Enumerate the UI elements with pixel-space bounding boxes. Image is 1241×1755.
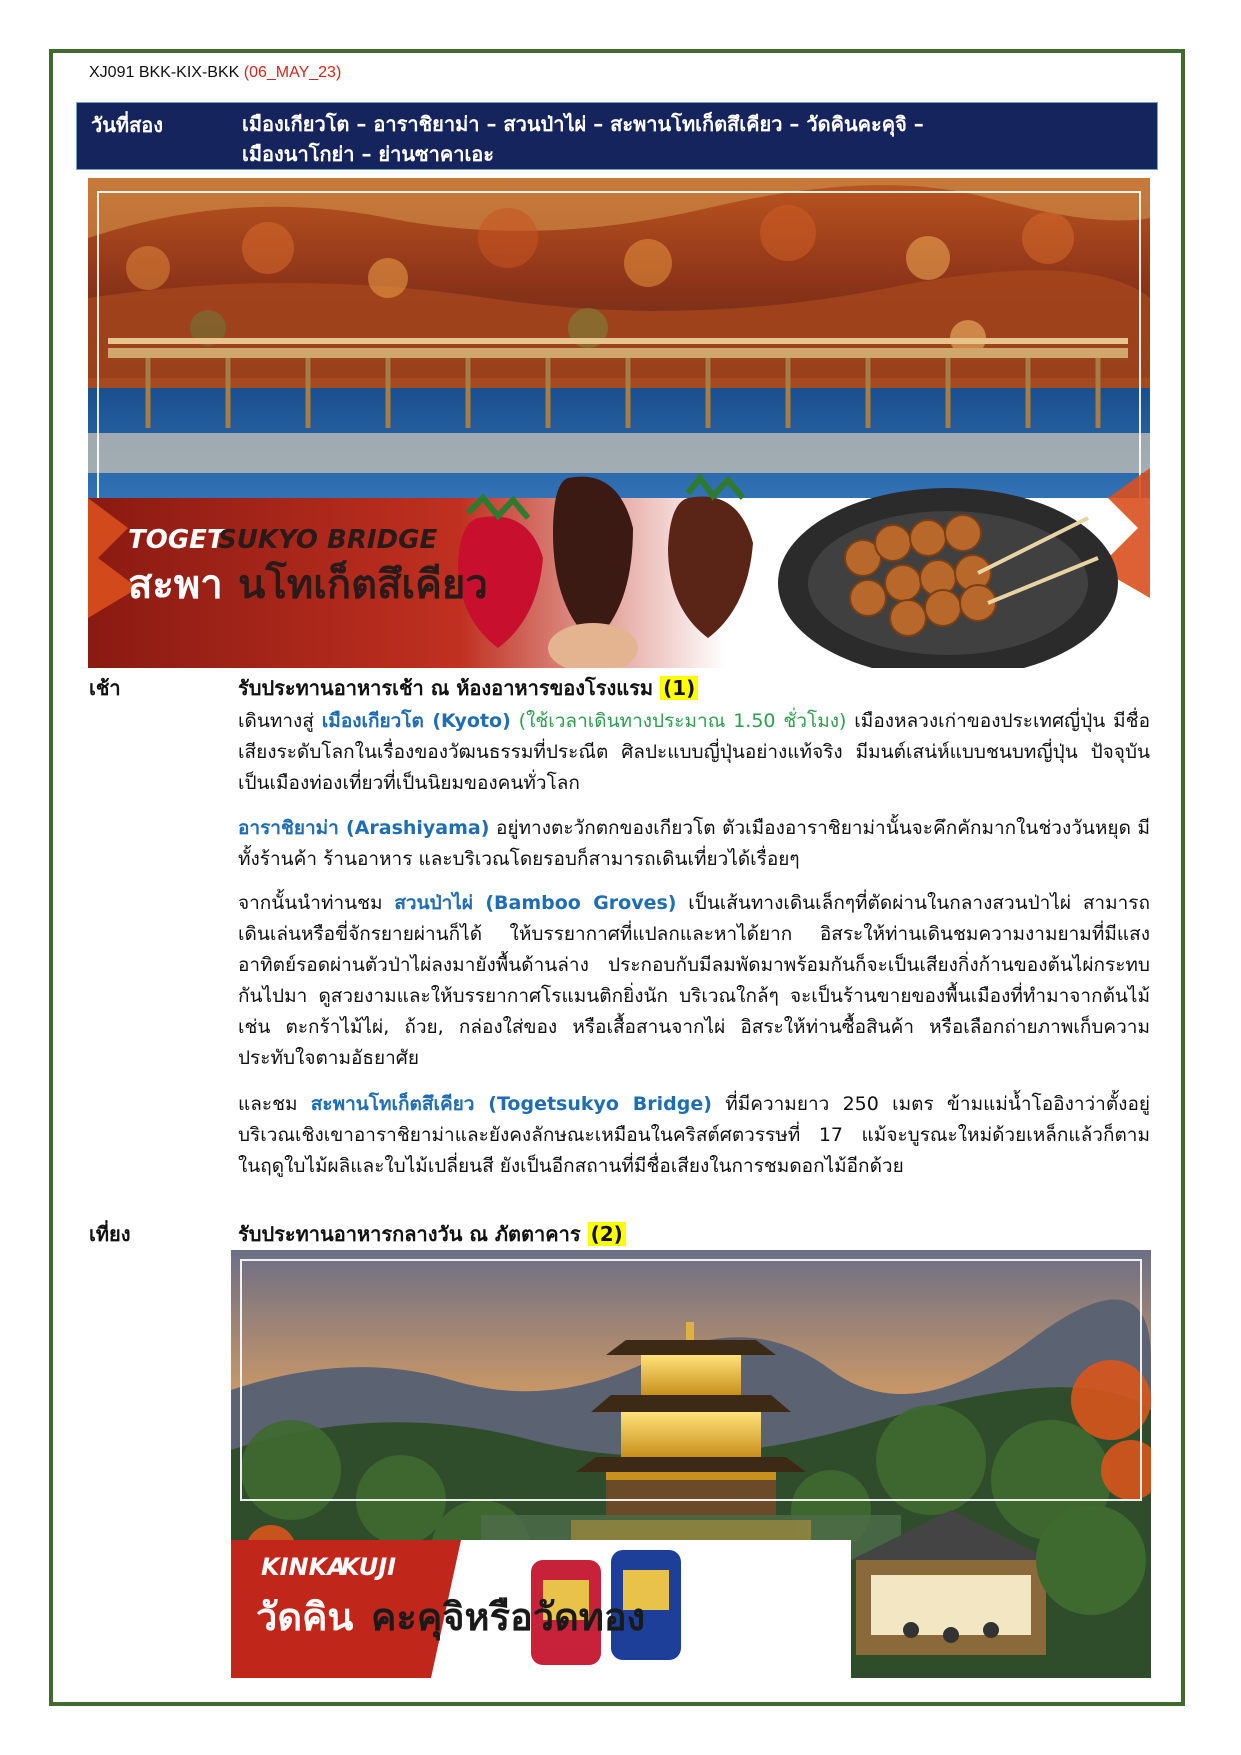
breakfast-text: รับประทานอาหารเช้า ณ ห้องอาหารของโรงแรม [238, 676, 661, 700]
banner2-thai-right: คะคุจิหรือวัดทอง [371, 1595, 646, 1639]
para4-rest: ที่มีความยาว 250 เมตร ข้ามแม่น้ำโออิงาว่าตั้งอยู่บริเวณเชิงเขาอาราชิยาม่าและยังคงลักษณะเหมือนในคริสต์ศตวรรษที่ 17 แม้จะบูรณะใหม่ด้วยเหล็กแล้วก็ตาม ในฤดูใบไม้ผลิและใบไม้เปลี่ยนสี ยังเป็นอีกสถานที่มีชื่อเสียงในการชมดอกไม้อีกด้วย [238, 1093, 1151, 1177]
banner-english-right: SUKYO BRIDGE [218, 525, 438, 555]
paragraph-bamboo [238, 888, 1150, 1074]
travel-time: (ใช้เวลาเดินทางประมาณ 1.50 ชั่วโมง) [510, 710, 847, 732]
banner2-thai-left: วัดคิน [256, 1595, 354, 1639]
para4-pre: และชม [238, 1093, 311, 1115]
banner2-english-left: KINKA [261, 1553, 346, 1581]
banner-thai-left: สะพา [128, 562, 223, 608]
day-title-bar [76, 102, 1158, 170]
day-route-line-1: เมืองเกียวโต – อาราชิยาม่า – สวนป่าไผ่ – สะพานโทเก็ตสึเคียว – วัดคินคะคุจิ – [242, 112, 924, 136]
banner-english-left: TOGET [128, 525, 225, 555]
togetsukyo-bridge-photo [88, 178, 1150, 668]
place-arashiyama: อาราชิยาม่า (Arashiyama) [238, 817, 490, 839]
paragraph-kyoto [238, 706, 1150, 799]
para1-rest: เมืองหลวงเก่าของประเทศญี่ปุ่น มีชื่อเสียงระดับโลกในเรื่องของวัฒนธรรมที่ประณีต ศิลปะแบบญี่ปุ่นอย่างแท้จริง มีมนต์เสน่ห์แบบชนบทญี่ปุ่น ปัจจุบันเป็นเมืองท่องเที่ยวที่เป็นนิยมของคนทั่วโลก [238, 710, 1150, 794]
flight-code: XJ091 BKK-KIX-BKK [89, 64, 244, 81]
place-bamboo-groves: สวนป่าไผ่ (Bamboo Groves) [394, 892, 677, 914]
para2-rest: อยู่ทางตะวักตกของเกียวโต ตัวเมืองอาราชิยาม่านั้นจะคึกคักมากในช่วงวันหยุด มีทั้งร้านค้า ร้านอาหาร และบริเวณโดยรอบก็สามารถเดินเที่ยวได้เรื่อยๆ [238, 817, 1150, 870]
breakfast-number: (1) [660, 676, 698, 700]
lunch-label: เที่ยง [89, 1222, 131, 1246]
place-kyoto: เมืองเกียวโต (Kyoto) [321, 710, 511, 732]
day-route [242, 109, 1122, 169]
lunch-text: รับประทานอาหารกลางวัน ณ ภัตตาคาร [238, 1222, 588, 1246]
day-route-line-2: เมืองนาโกย่า – ย่านซาคาเอะ [242, 142, 495, 166]
kinkakuji-photo [231, 1250, 1151, 1678]
flight-code-header [89, 64, 341, 82]
day-label: วันที่สอง [91, 113, 164, 137]
para3-pre: จากนั้นนำท่านชม [238, 892, 395, 914]
lunch-line [238, 1218, 626, 1250]
para1-pre: เดินทางสู่ [238, 710, 322, 732]
flight-date: (06_MAY_23) [243, 64, 342, 81]
breakfast-line [238, 672, 698, 704]
para3-rest: เป็นเส้นทางเดินเล็กๆที่ตัดผ่านในกลางสวนป่าไผ่ สามารถเดินเล่นหรือขี่จักรยายผ่านก็ได้ ให้บรรยากาศที่แปลกและหาได้ยาก อิสระให้ท่านเดินชมความงามยามที่มีแสงอาทิตย์รอดผ่านตัวป่าไผ่ลงมายังพื้นด้านล่าง ประกอบกับมีลมพัดมาพร้อมกันก็จะเป็นเสียงกิ่งก้านของต้นไผ่กระทบกันไปมา ดูสวยงามและให้บรรยากาศโรแมนติกยิ่งนัก บริเวณใกล้ๆ จะเป็นร้านขายของพื้นเมืองที่ทำมาจากต้นไม้ เช่น ตะกร้าไม้ไผ่, ถ้วย, กล่องใส่ของ หรือเสื้อสานจากไผ่ อิสระให้ท่านซื้อสินค้า หรือเลือกถ่ายภาพเก็บความประทับใจตามอัธยาศัย [238, 892, 1150, 1069]
paragraph-arashiyama [238, 813, 1150, 875]
lunch-number: (2) [588, 1222, 626, 1246]
breakfast-label: เช้า [89, 676, 121, 700]
paragraph-togetsukyo [238, 1089, 1150, 1182]
banner2-english-right: KUJI [341, 1553, 397, 1581]
banner-thai-right: นโทเก็ตสึเคียว [238, 562, 488, 608]
place-togetsukyo: สะพานโทเก็ตสึเคียว (Togetsukyo Bridge) [310, 1093, 712, 1115]
